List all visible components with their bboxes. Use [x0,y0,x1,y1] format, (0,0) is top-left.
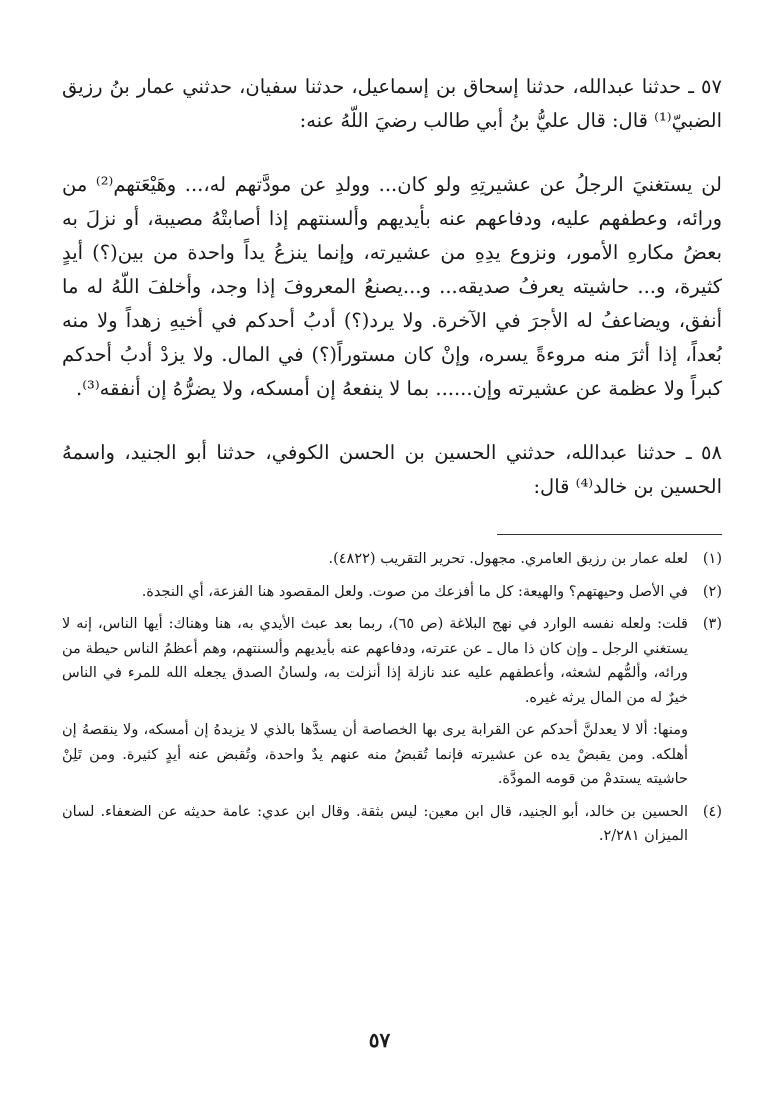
footnote-text: في الأصل وحيهتهم؟ والهيعة: كل ما أفزعك من صوت. ولعل المقصود هنا الفزعة، أي النجدة. [141,583,688,600]
footnote-number: (١) [702,551,722,567]
footnote-text: لعله عمار بن رزيق العامري. مجهول. تحرير التقريب (٤٨٢٢). [328,551,688,567]
footnote-divider [497,534,722,535]
page-body [62,70,722,857]
footnote-number: (٢) [702,583,722,600]
hadith-57-paragraph: ٥٧ ـ حدثنا عبدالله، حدثنا إسحاق بن إسماعيل، حدثنا سفيان، حدثني عمار بنُ رزيق الضبيّ⁽¹⁾ قال: قال عليُّ بنُ أبي طالب رضيَ اللّهُ عنه: [62,75,722,132]
footnote-number: (٤) [702,803,722,820]
footnote-extra-text: ومنها: ألا لا يعدلنَّ أحدكم عن القرابة يرى بها الخصاصة أن يسدَّها بالذي لا يزيدهُ إن أمسكه، ولا ينقصهُ إن أهلكه. ومن يقبضْ يده عن عشيرته فإنما تُقبضُ منه عنهم يدٌ واحدة، وتُقبض عنه أيدٍ كثيرة. ومن تَلِنْ حاشيته يستدمْ من قومه المودَّة. [62,722,688,787]
footnote-2 [62,580,722,605]
footnote-number: (٣) [702,616,722,632]
footnote-1 [62,547,722,572]
footnotes-section [62,547,722,849]
footnote-3 [62,612,722,792]
page-number: ٥٧ [368,1028,391,1052]
footnote-text: قلت: ولعله نفسه الوارد في نهج البلاغة (ص ٦٥)، ربما بعد عبث الأيدي به، هنا وهناك: أيها الناس، إنه لا يستغني الرجل ـ وإن كان ذا مال ـ عن عترته، ودفاعهم عنه بأيديهم وألسنتهم، وهم أعظمُ الناس حيطة من ورائه، وألمُّهم لشعثه، وأعطفهم عليه عند نازلة إذا أنزلت به، ولسانُ الصدق يجعله الله للمرء في الناس خيرٌ له من المال يرثه غيره. [62,616,688,706]
hadith-58-paragraph: ٥٨ ـ حدثنا عبدالله، حدثني الحسين بن الحسن الكوفي، حدثنا أبو الجنيد، واسمهُ الحسين بن خالد⁽⁴⁾ قال: [62,441,722,498]
quote-paragraph: لن يستغنيَ الرجلُ عن عشيرتِهِ ولو كان... وولدِ عن مودَّتهم له،... وهَيْعَتهم⁽²⁾ من ورائه، وعطفهم عليه، ودفاعهم عنه بأيديهم وألسنتهم إذا أصابتْهُ مصيبة، أو نزلَ به بعضُ مكارهِ الأمور، ونزوع يدِهِ من عشيرته، وإنما ينزعُ يداً واحدة من بين(؟) أيدٍ كثيرة، و... حاشيته يعرفُ صديقه... و...يصنعُ المعروفَ إذا وجد، وأخلفَ اللّهُ له ما أنفق، ويضاعفُ له الأجرَ في الآخرة. ولا يرد(؟) أدبُ أحدكم في أخيهِ زهداً ولا منه بُعداً، إذا أثرَ منه مروءةً يسره، وإنْ كان مستوراً(؟) في المال. ولا يزدْ أدبُ أحدكم كبراً ولا عظمة عن عشيرته وإن...... بما لا ينفعهُ إن أمسكه، ولا يضرُّهُ إن أنفقه⁽³⁾. [62,173,722,400]
footnote-4 [62,800,722,849]
footnote-text: الحسين بن خالد، أبو الجنيد، قال ابن معين: ليس بثقة. وقال ابن عدي: عامة حديثه عن الضعفاء. لسان الميزان ٢/٢٨١. [62,803,688,844]
